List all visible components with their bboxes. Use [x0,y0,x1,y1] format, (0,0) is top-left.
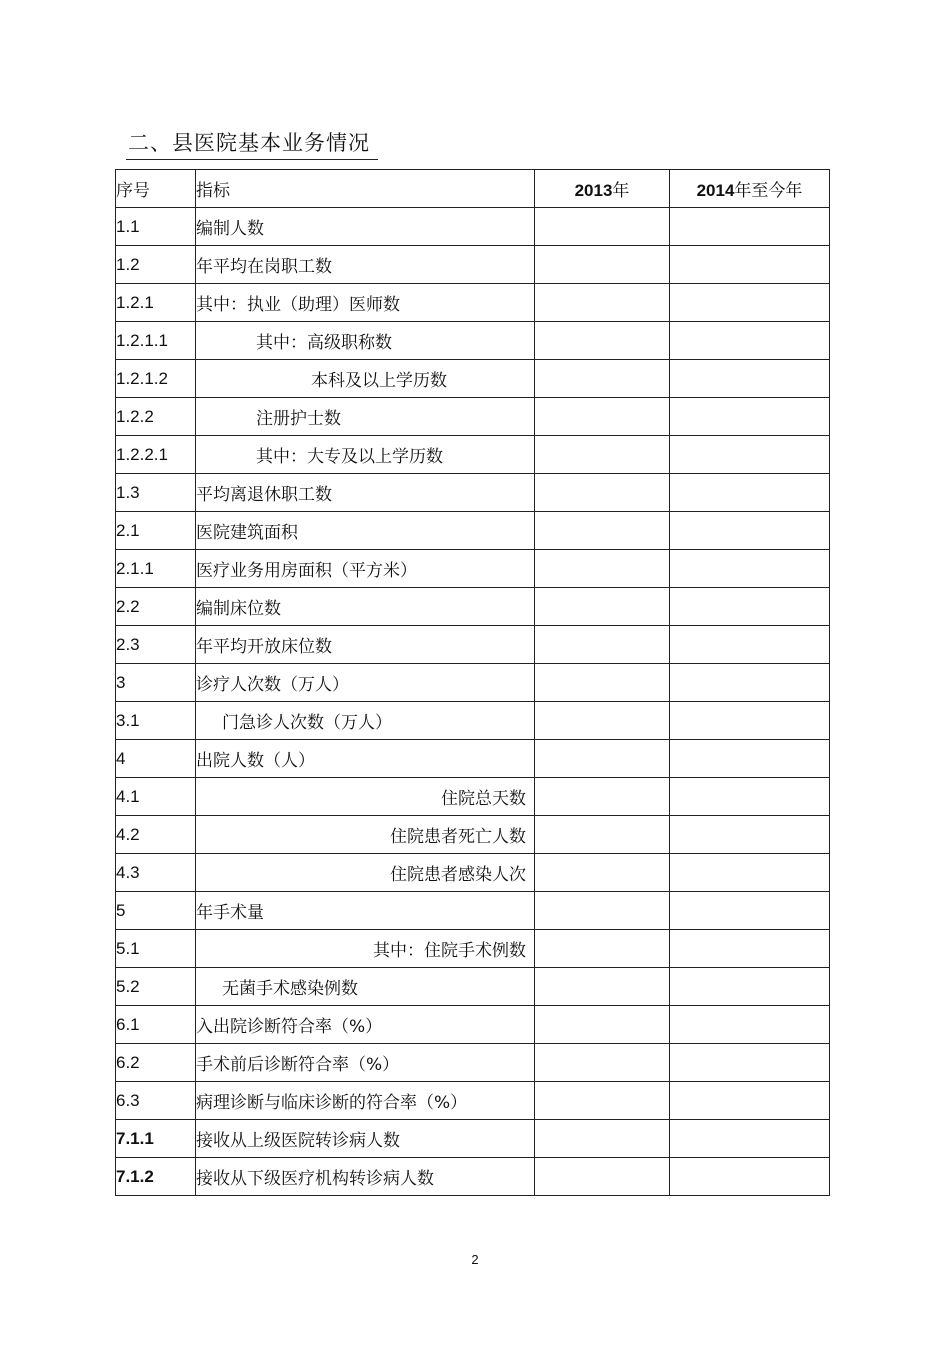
table-row [116,930,830,968]
row-seq: 4.2 [116,816,196,854]
row-indicator: 出院人数（人） [196,740,535,778]
table-row [116,1044,830,1082]
value-cell-2014-to-now[interactable] [670,1082,830,1120]
value-cell-2014-to-now[interactable] [670,284,830,322]
row-seq: 4.1 [116,778,196,816]
row-indicator: 其中：大专及以上学历数 [196,436,535,474]
row-seq: 1.2.1.2 [116,360,196,398]
value-cell-2014-to-now[interactable] [670,1120,830,1158]
table-row [116,854,830,892]
header-year-2013-suffix: 年 [612,181,630,201]
row-indicator: 病理诊断与临床诊断的符合率（%） [196,1082,535,1120]
table-row [116,664,830,702]
value-cell-2014-to-now[interactable] [670,626,830,664]
table-row [116,284,830,322]
row-seq: 3 [116,664,196,702]
value-cell-2014-to-now[interactable] [670,398,830,436]
table-row [116,208,830,246]
value-cell-2013[interactable] [535,1082,670,1120]
table-row [116,626,830,664]
row-indicator: 平均离退休职工数 [196,474,535,512]
value-cell-2013[interactable] [535,968,670,1006]
row-seq: 2.1.1 [116,550,196,588]
value-cell-2013[interactable] [535,816,670,854]
header-indicator: 指标 [196,170,535,208]
table-row [116,1158,830,1196]
value-cell-2014-to-now[interactable] [670,436,830,474]
value-cell-2014-to-now[interactable] [670,474,830,512]
row-seq: 5.1 [116,930,196,968]
value-cell-2013[interactable] [535,1006,670,1044]
value-cell-2014-to-now[interactable] [670,550,830,588]
row-seq: 7.1.2 [116,1158,196,1196]
header-year-2014 [670,170,830,208]
value-cell-2014-to-now[interactable] [670,322,830,360]
row-indicator: 手术前后诊断符合率（%） [196,1044,535,1082]
row-seq: 4 [116,740,196,778]
value-cell-2013[interactable] [535,550,670,588]
row-seq: 1.2.1 [116,284,196,322]
value-cell-2013[interactable] [535,854,670,892]
row-indicator: 其中：高级职称数 [196,322,535,360]
header-seq: 序号 [116,170,196,208]
value-cell-2014-to-now[interactable] [670,664,830,702]
value-cell-2014-to-now[interactable] [670,1158,830,1196]
row-indicator: 编制人数 [196,208,535,246]
row-seq: 2.1 [116,512,196,550]
row-seq: 4.3 [116,854,196,892]
row-indicator: 住院患者感染人次 [196,854,535,892]
value-cell-2014-to-now[interactable] [670,246,830,284]
row-indicator: 无菌手术感染例数 [196,968,535,1006]
row-seq: 6.1 [116,1006,196,1044]
table-header-row [116,170,830,208]
table-row [116,474,830,512]
value-cell-2013[interactable] [535,1120,670,1158]
value-cell-2013[interactable] [535,588,670,626]
value-cell-2013[interactable] [535,1158,670,1196]
table-row [116,550,830,588]
value-cell-2014-to-now[interactable] [670,968,830,1006]
row-seq: 5 [116,892,196,930]
table-row [116,322,830,360]
value-cell-2014-to-now[interactable] [670,854,830,892]
row-seq: 1.2 [116,246,196,284]
value-cell-2014-to-now[interactable] [670,588,830,626]
row-seq: 7.1.1 [116,1120,196,1158]
row-indicator: 接收从下级医疗机构转诊病人数 [196,1158,535,1196]
row-indicator: 入出院诊断符合率（%） [196,1006,535,1044]
table-row [116,436,830,474]
row-indicator: 年平均开放床位数 [196,626,535,664]
row-indicator: 门急诊人次数（万人） [196,702,535,740]
value-cell-2014-to-now[interactable] [670,892,830,930]
value-cell-2014-to-now[interactable] [670,740,830,778]
row-indicator: 年手术量 [196,892,535,930]
table-row [116,398,830,436]
row-seq: 1.1 [116,208,196,246]
header-year-2014-suffix: 年至今年 [734,181,803,201]
table-row [116,1082,830,1120]
row-indicator: 接收从上级医院转诊病人数 [196,1120,535,1158]
table-row [116,512,830,550]
value-cell-2014-to-now[interactable] [670,512,830,550]
value-cell-2013[interactable] [535,1044,670,1082]
value-cell-2014-to-now[interactable] [670,208,830,246]
value-cell-2013[interactable] [535,930,670,968]
row-seq: 6.2 [116,1044,196,1082]
value-cell-2013[interactable] [535,436,670,474]
page-number: 2 [471,1252,479,1267]
table-row [116,1120,830,1158]
row-indicator: 住院总天数 [196,778,535,816]
value-cell-2013[interactable] [535,664,670,702]
value-cell-2013[interactable] [535,512,670,550]
row-indicator: 医疗业务用房面积（平方米） [196,550,535,588]
value-cell-2014-to-now[interactable] [670,1006,830,1044]
section-title: 二、县医院基本业务情况 [126,127,378,160]
row-seq: 2.3 [116,626,196,664]
value-cell-2013[interactable] [535,740,670,778]
header-year-2014-num: 2014 [696,181,735,200]
value-cell-2013[interactable] [535,360,670,398]
value-cell-2013[interactable] [535,626,670,664]
value-cell-2013[interactable] [535,398,670,436]
value-cell-2014-to-now[interactable] [670,702,830,740]
table-row [116,816,830,854]
row-indicator: 注册护士数 [196,398,535,436]
value-cell-2013[interactable] [535,208,670,246]
value-cell-2013[interactable] [535,892,670,930]
value-cell-2014-to-now[interactable] [670,778,830,816]
row-seq: 1.2.2.1 [116,436,196,474]
value-cell-2013[interactable] [535,474,670,512]
row-seq: 1.2.2 [116,398,196,436]
row-indicator: 其中：执业（助理）医师数 [196,284,535,322]
table-row [116,246,830,284]
hospital-business-table [115,169,830,1196]
row-indicator: 住院患者死亡人数 [196,816,535,854]
row-seq: 5.2 [116,968,196,1006]
row-indicator: 诊疗人次数（万人） [196,664,535,702]
value-cell-2014-to-now[interactable] [670,1044,830,1082]
value-cell-2013[interactable] [535,322,670,360]
table-row [116,778,830,816]
row-seq: 3.1 [116,702,196,740]
header-year-2013-num: 2013 [574,181,613,200]
value-cell-2014-to-now[interactable] [670,360,830,398]
table-row [116,740,830,778]
table-row [116,360,830,398]
row-seq: 1.3 [116,474,196,512]
row-seq: 2.2 [116,588,196,626]
value-cell-2013[interactable] [535,778,670,816]
table-row [116,1006,830,1044]
row-indicator: 其中：住院手术例数 [196,930,535,968]
table-row [116,892,830,930]
row-indicator: 编制床位数 [196,588,535,626]
row-seq: 1.2.1.1 [116,322,196,360]
row-indicator: 医院建筑面积 [196,512,535,550]
value-cell-2013[interactable] [535,284,670,322]
table-row [116,702,830,740]
header-year-2013 [535,170,670,208]
table-row [116,968,830,1006]
value-cell-2013[interactable] [535,702,670,740]
row-indicator: 年平均在岗职工数 [196,246,535,284]
row-indicator: 本科及以上学历数 [196,360,535,398]
value-cell-2013[interactable] [535,246,670,284]
value-cell-2014-to-now[interactable] [670,816,830,854]
row-seq: 6.3 [116,1082,196,1120]
table-row [116,588,830,626]
value-cell-2014-to-now[interactable] [670,930,830,968]
